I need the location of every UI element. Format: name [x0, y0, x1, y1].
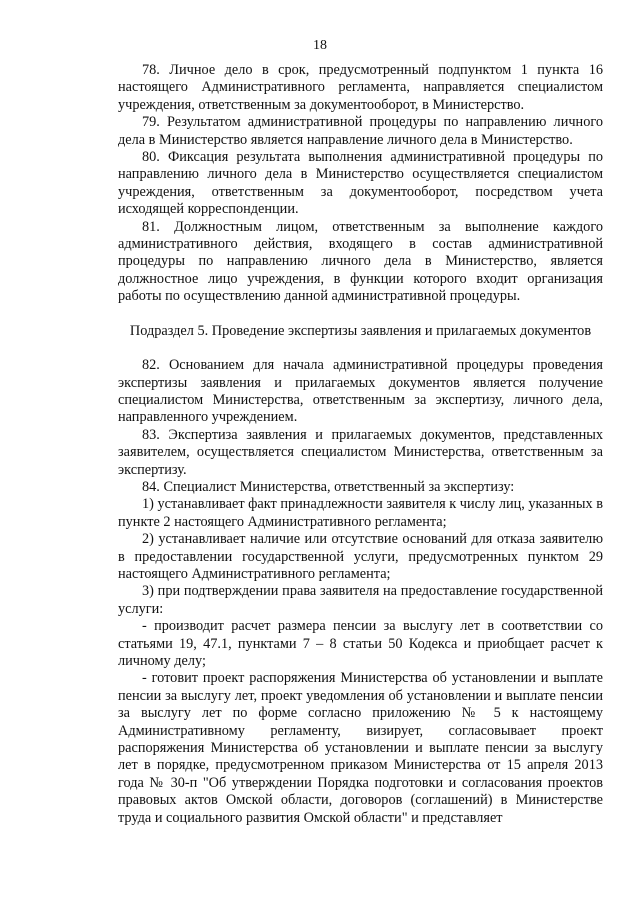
paragraph-78: 78. Личное дело в срок, предусмотренный подпунктом 1 пункта 16 настоящего Административного регламента, направляется специалистом учреждения, ответственным за документооборот, в Министерство. [118, 62, 603, 113]
paragraph-84: 84. Специалист Министерства, ответственный за экспертизу: [142, 478, 515, 495]
paragraph-83: 83. Экспертиза заявления и прилагаемых документов, представленных заявителем, осуществляется специалистом Министерства, ответственным за экспертизу. [118, 426, 603, 478]
paragraph-82: 82. Основанием для начала административной процедуры проведения экспертизы заявления и прилагаемых документов является получение специалистом Министерства, ответственным за экспертизу, личного дела, направленного учреждением. [118, 357, 603, 426]
document-body [118, 62, 603, 827]
subsection-heading: Подраздел 5. Проведение экспертизы заявления и прилагаемых документов [129, 322, 592, 339]
paragraph-80: 80. Фиксация результата выполнения административной процедуры по направлению личного дела в Министерство осуществляется специалистом учреждения, ответственным за документооборот, посредством учета исходящей корреспонденции. [118, 149, 603, 218]
dash-item-2: - готовит проект распоряжения Министерства об установлении и выплате пенсии за выслугу лет, проект уведомления об установлении и выплате пенсии за выслугу лет по форме согласно приложению № 5 к настоящему Административному регламенту, визирует, согласовывает проект распоряжения Министерства об установлении и выплате пенсии за выслугу лет в порядке, предусмотренном приказом Министерства от 15 апреля 2013 года № 30-п "Об утверждении Порядка подготовки и согласования проектов правовых актов Омской области, договоров (соглашений) в Министерстве труда и социального развития Омской области" и представляет [118, 670, 603, 826]
dash-item-1: - производит расчет размера пенсии за выслугу лет в соответствии со статьями 19, 47.1, пунктами 7 – 8 статьи 50 Кодекса и приобщает расчет к личному делу; [118, 618, 603, 669]
list-item-1: 1) устанавливает факт принадлежности заявителя к числу лиц, указанных в пункте 2 настоящего Административного регламента; [118, 496, 604, 530]
list-item-2: 2) устанавливает наличие или отсутствие оснований для отказа заявителю в предоставлении государственной услуги, предусмотренных пунктом 29 настоящего Административного регламента; [118, 531, 603, 582]
paragraph-79: 79. Результатом административной процедуры по направлению личного дела в Министерство является направление личного дела в Министерство. [118, 114, 603, 148]
list-item-3: 3) при подтверждении права заявителя на предоставление государственной услуги: [118, 583, 603, 617]
paragraph-81: 81. Должностным лицом, ответственным за выполнение каждого административного действия, входящего в состав административной процедуры по направлению личного дела в Министерство, является должностное лицо учреждения, в функции которого входит организация работы по осуществлению данной административной процедуры. [118, 218, 603, 305]
page-number: 18 [313, 38, 327, 53]
